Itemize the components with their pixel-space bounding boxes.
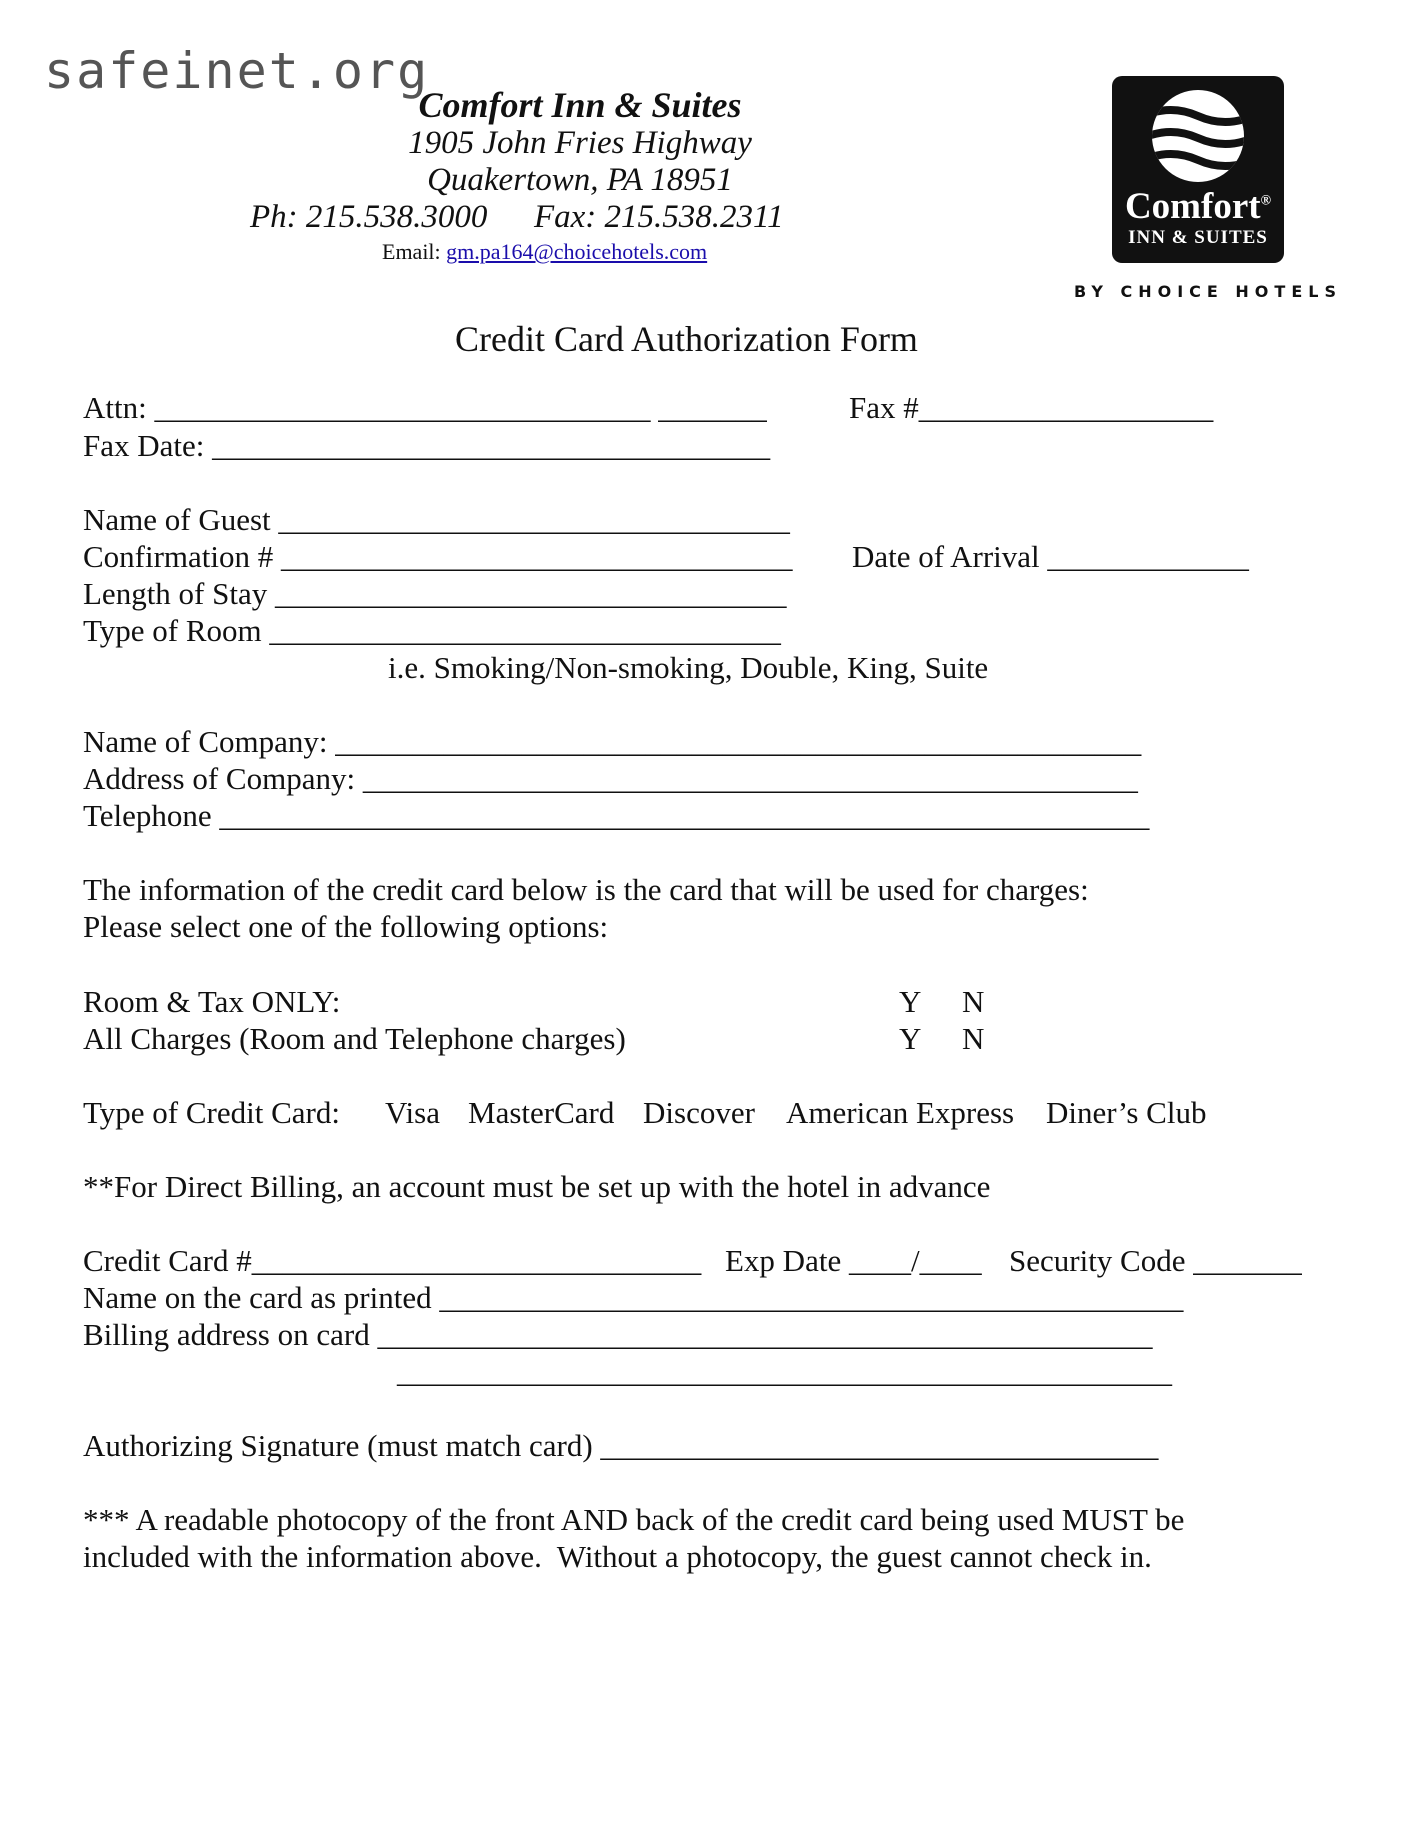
email-label: Email: bbox=[382, 239, 441, 264]
arrival-date-field[interactable]: Date of Arrival _____________ bbox=[852, 539, 1249, 574]
option-room-tax-yes[interactable]: Y bbox=[899, 984, 922, 1019]
info-text: The information of the credit card below is the card that will be used for charges: bbox=[83, 872, 1089, 907]
billing-address-line2[interactable]: __________________________________________________ bbox=[397, 1354, 1172, 1389]
telephone-field[interactable]: Telephone ____________________________________________________________ bbox=[83, 798, 1150, 833]
option-room-tax-label: Room & Tax ONLY: bbox=[83, 984, 341, 1019]
hotel-name: Comfort Inn & Suites bbox=[418, 85, 742, 125]
signature-field[interactable]: Authorizing Signature (must match card) ____________________________________ bbox=[83, 1428, 1159, 1463]
option-all-charges-no[interactable]: N bbox=[962, 1021, 985, 1056]
card-number-field[interactable]: Credit Card #_____________________________ bbox=[83, 1243, 702, 1278]
company-address-field[interactable]: Address of Company: __________________________________________________ bbox=[83, 761, 1138, 796]
guest-name-field[interactable]: Name of Guest _________________________________ bbox=[83, 502, 790, 537]
card-type-label: Type of Credit Card: bbox=[83, 1095, 340, 1130]
room-type-hint: i.e. Smoking/Non-smoking, Double, King, Suite bbox=[388, 650, 989, 685]
fax-date-field[interactable]: Fax Date: ____________________________________ bbox=[83, 428, 771, 463]
card-type-discover[interactable]: Discover bbox=[643, 1095, 755, 1130]
direct-billing-note: **For Direct Billing, an account must be set up with the hotel in advance bbox=[83, 1169, 991, 1204]
security-code-field[interactable]: Security Code _______ bbox=[1009, 1243, 1302, 1278]
logo-tagline: BY CHOICE HOTELS bbox=[1074, 282, 1342, 301]
hotel-street: 1905 John Fries Highway bbox=[408, 125, 752, 161]
option-all-charges-label: All Charges (Room and Telephone charges) bbox=[83, 1021, 626, 1056]
hotel-fax: Fax: 215.538.2311 bbox=[534, 199, 784, 235]
option-room-tax-no[interactable]: N bbox=[962, 984, 985, 1019]
company-name-field[interactable]: Name of Company: ____________________________________________________ bbox=[83, 724, 1142, 759]
option-all-charges-yes[interactable]: Y bbox=[899, 1021, 922, 1056]
length-of-stay-field[interactable]: Length of Stay _________________________________ bbox=[83, 576, 787, 611]
exp-date-field[interactable]: Exp Date ____/____ bbox=[725, 1243, 982, 1278]
form-title: Credit Card Authorization Form bbox=[455, 319, 918, 359]
watermark: safeinet.org bbox=[44, 42, 430, 100]
card-type-mastercard[interactable]: MasterCard bbox=[468, 1095, 615, 1130]
hotel-phone: Ph: 215.538.3000 bbox=[250, 199, 488, 235]
card-type-diners-club[interactable]: Diner’s Club bbox=[1046, 1095, 1207, 1130]
photocopy-note-line2: included with the information above. Without a photocopy, the guest cannot check in. bbox=[83, 1539, 1152, 1574]
logo-word: Comfort® bbox=[1124, 186, 1272, 227]
fax-number-field[interactable]: Fax #___________________ bbox=[849, 390, 1214, 425]
registered-mark: ® bbox=[1260, 193, 1272, 209]
room-type-field[interactable]: Type of Room _________________________________ bbox=[83, 613, 781, 648]
card-type-amex[interactable]: American Express bbox=[786, 1095, 1015, 1130]
email-row bbox=[382, 239, 707, 265]
email-link[interactable]: gm.pa164@choicehotels.com bbox=[446, 239, 708, 264]
waves-icon bbox=[1143, 86, 1253, 186]
billing-address-field[interactable]: Billing address on card __________________________________________________ bbox=[83, 1317, 1153, 1352]
logo-sub: INN & SUITES bbox=[1128, 227, 1268, 248]
hotel-city: Quakertown, PA 18951 bbox=[427, 162, 733, 198]
photocopy-note-line1: *** A readable photocopy of the front AND back of the credit card being used MUST be bbox=[83, 1502, 1185, 1537]
attn-field[interactable]: Attn: ________________________________ _______ bbox=[83, 390, 767, 425]
confirmation-field[interactable]: Confirmation # _________________________________ bbox=[83, 539, 793, 574]
name-on-card-field[interactable]: Name on the card as printed ________________________________________________ bbox=[83, 1280, 1184, 1315]
card-type-visa[interactable]: Visa bbox=[385, 1095, 440, 1130]
select-option-text: Please select one of the following options: bbox=[83, 909, 609, 944]
